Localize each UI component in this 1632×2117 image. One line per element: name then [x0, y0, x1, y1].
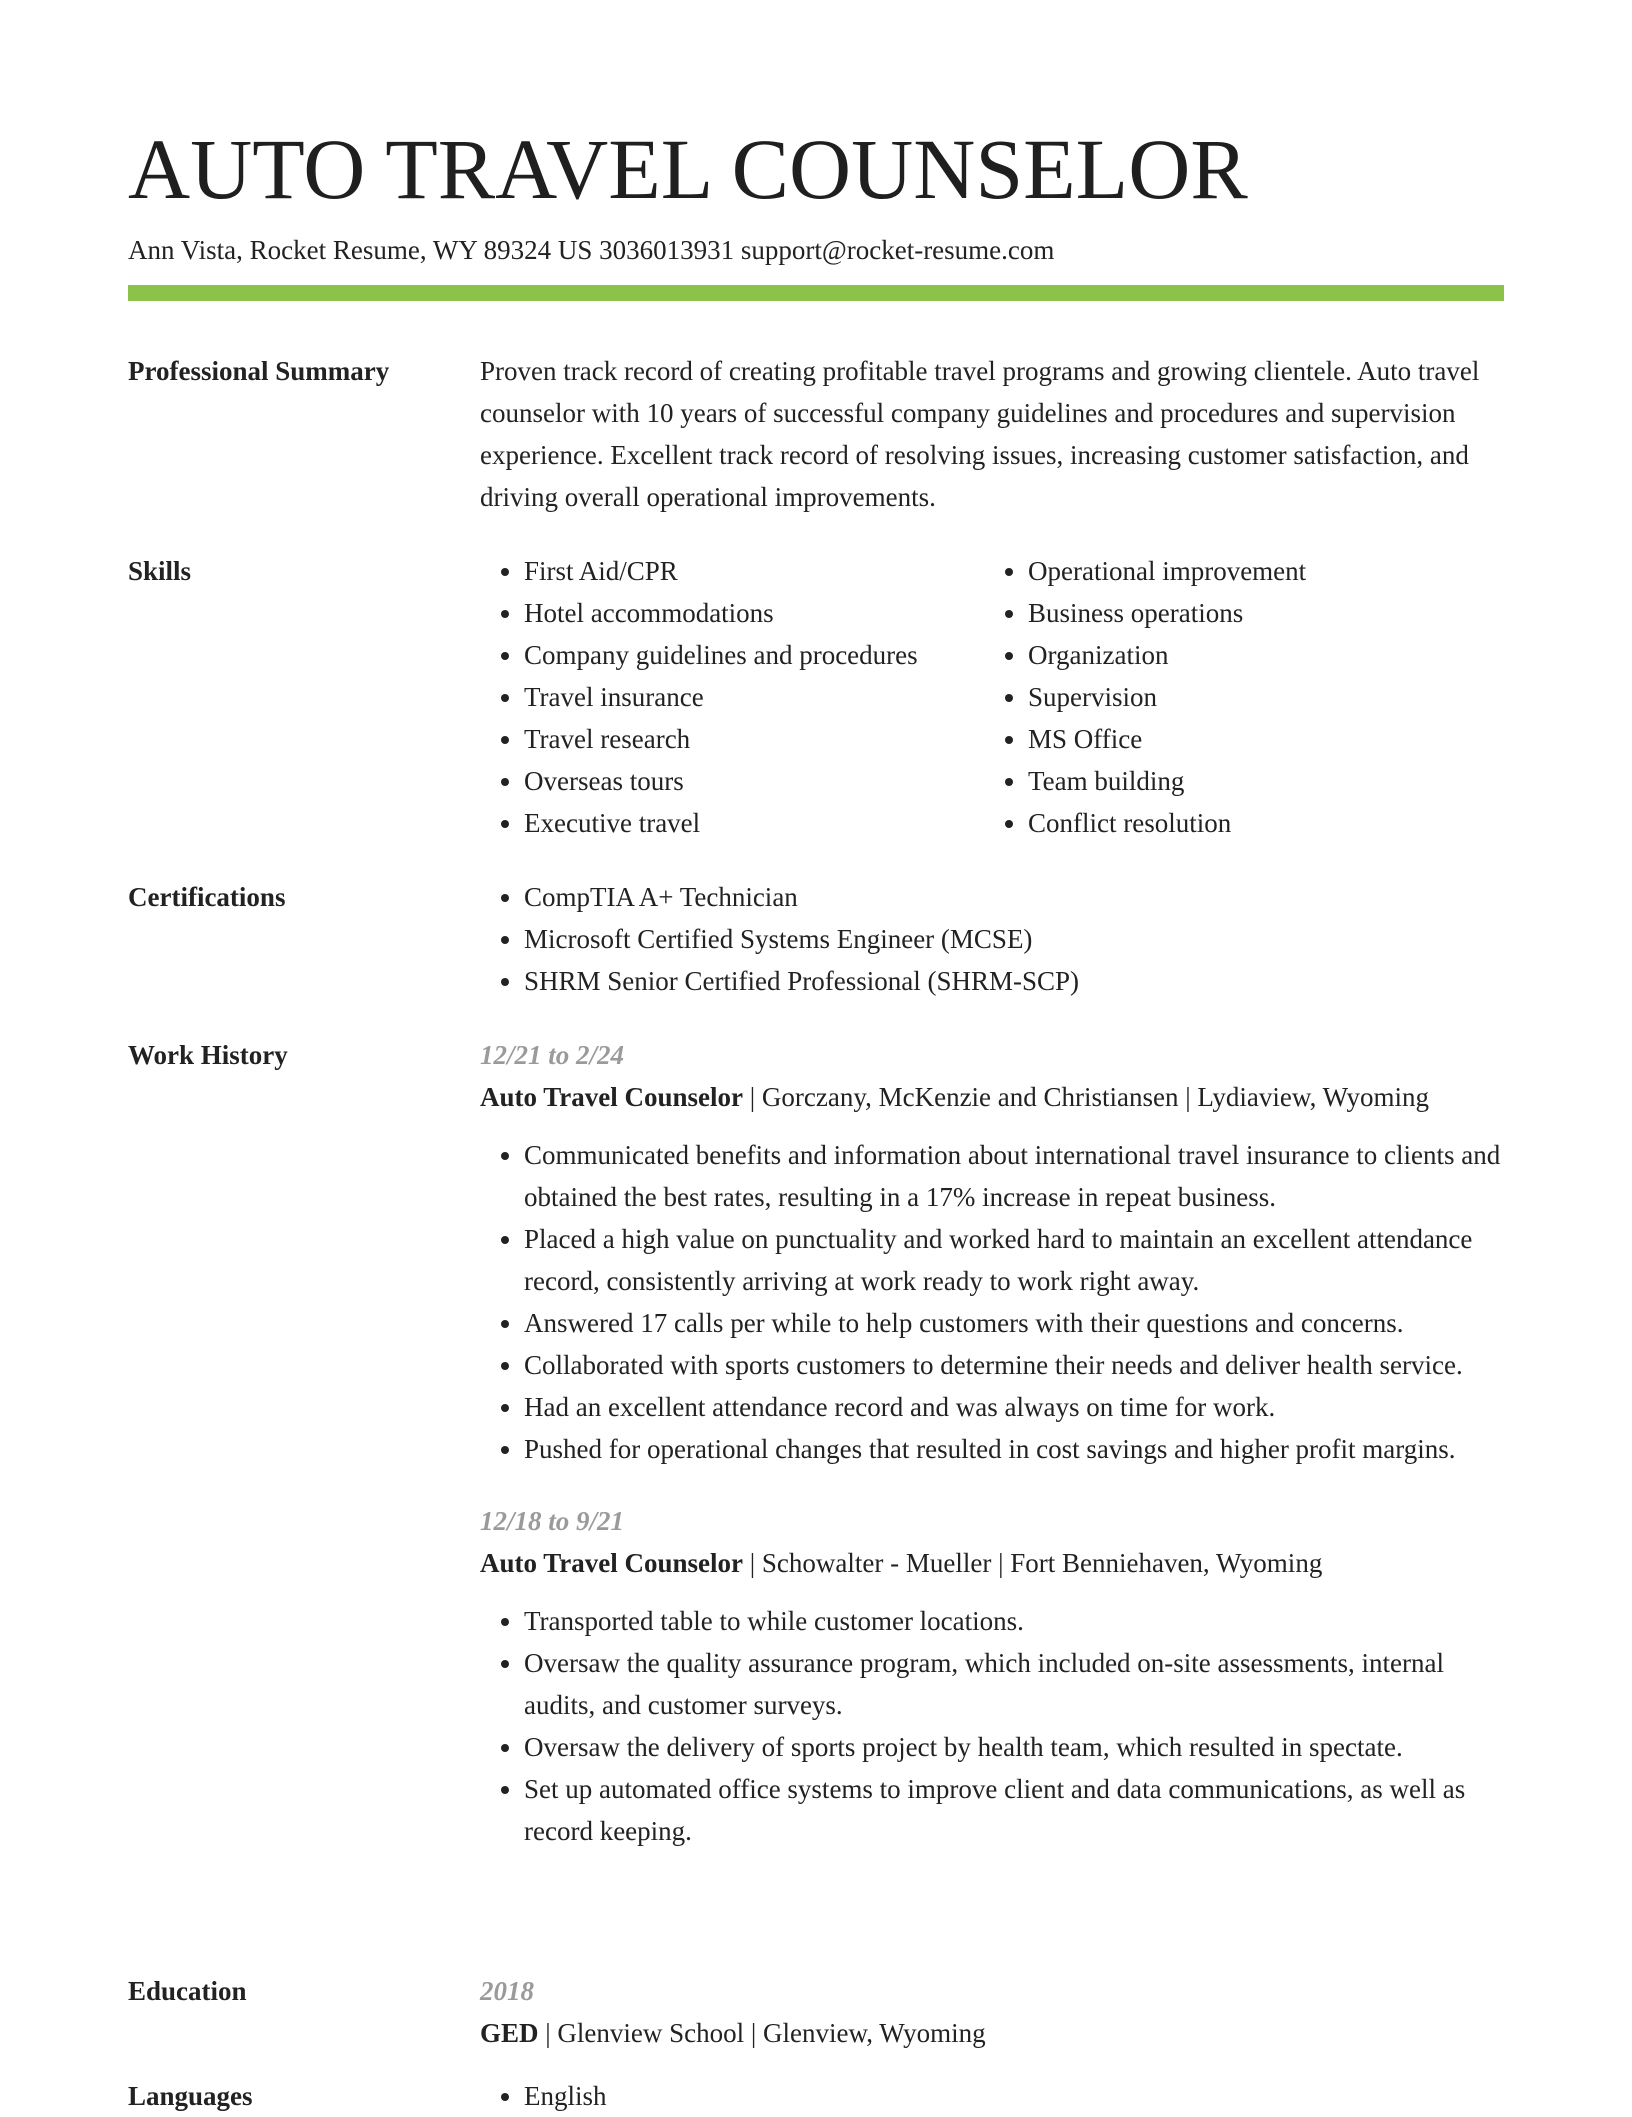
languages-content	[480, 2075, 1504, 2117]
skill-item: • Supervision	[1028, 676, 1306, 718]
education-heading	[480, 2012, 1504, 2054]
skill-item: • Company guidelines and procedures	[524, 634, 984, 676]
skill-item: • Travel research	[524, 718, 984, 760]
resume-title: AUTO TRAVEL COUNSELOR	[128, 121, 1248, 217]
contact-email: support@rocket-resume.com	[740, 235, 1055, 265]
certifications-content	[480, 876, 1504, 1002]
job-bullet: • Answered 17 calls per while to help customers with their questions and concerns.	[524, 1302, 1504, 1344]
skill-item: • Conflict resolution	[1028, 802, 1306, 844]
job-bullet: • Communicated benefits and information about international travel insurance to clients and obtained the best rates, resulting in a 17% increase in repeat business.	[524, 1134, 1504, 1218]
job-entry	[480, 1500, 1504, 1852]
job-bullet: • Transported table to while customer locations.	[524, 1600, 1504, 1642]
skills-list-left	[480, 550, 984, 844]
job-bullet: • Placed a high value on punctuality and worked hard to maintain an excellent attendance record, consistently arriving at work ready to work right away.	[524, 1218, 1504, 1302]
job-title: Auto Travel Counselor	[480, 1548, 743, 1578]
skill-item: • Organization	[1028, 634, 1306, 676]
job-dates: 12/21 to 2/24	[480, 1040, 625, 1070]
skill-item: • Overseas tours	[524, 760, 984, 802]
skill-item: • Team building	[1028, 760, 1306, 802]
skill-item: • Executive travel	[524, 802, 984, 844]
job-title: Auto Travel Counselor	[480, 1082, 743, 1112]
job-dates: 12/18 to 9/21	[480, 1506, 625, 1536]
skill-item: • Travel insurance	[524, 676, 984, 718]
header-divider	[128, 285, 1504, 301]
work-history-label: Work History	[128, 1040, 288, 1070]
education-degree: GED	[480, 2018, 539, 2048]
job-bullet: • Set up automated office systems to improve client and data communications, as well as record keeping.	[524, 1768, 1504, 1852]
job-bullet: • Collaborated with sports customers to determine their needs and deliver health service.	[524, 1344, 1504, 1386]
certification-item: • SHRM Senior Certified Professional (SHRM-SCP)	[524, 960, 1504, 1002]
job-bullet: • Oversaw the delivery of sports project by health team, which resulted in spectate.	[524, 1726, 1504, 1768]
certifications-label: Certifications	[128, 882, 286, 912]
contact-name: Ann Vista,	[128, 235, 243, 265]
certification-item: • CompTIA A+ Technician	[524, 876, 1504, 918]
languages-label: Languages	[128, 2081, 253, 2111]
summary-content	[480, 350, 1504, 518]
skill-item: • Business operations	[1028, 592, 1306, 634]
skill-item: • First Aid/CPR	[524, 550, 984, 592]
skills-content	[480, 550, 1504, 844]
certification-item: • Microsoft Certified Systems Engineer (MCSE)	[524, 918, 1504, 960]
contact-location: Rocket Resume, WY 89324 US	[249, 235, 593, 265]
job-heading	[480, 1076, 1504, 1118]
skill-item: • Hotel accommodations	[524, 592, 984, 634]
contact-phone: 3036013931	[599, 235, 735, 265]
education-label: Education	[128, 1976, 247, 2006]
job-details: | Gorczany, McKenzie and Christiansen | Lydiaview, Wyoming	[743, 1082, 1430, 1112]
job-bullet: • Pushed for operational changes that resulted in cost savings and higher profit margins.	[524, 1428, 1504, 1470]
skill-item: • MS Office	[1028, 718, 1306, 760]
education-details: | Glenview School | Glenview, Wyoming	[538, 2018, 986, 2048]
language-item: • English	[524, 2075, 1504, 2117]
skill-item: • Operational improvement	[1028, 550, 1306, 592]
certifications-list	[480, 876, 1504, 1002]
skills-list-right	[984, 550, 1306, 844]
summary-text: Proven track record of creating profitable travel programs and growing clientele. Auto travel counselor with 10 years of successful company guidelines and procedures and supervision experience. Excellent track record of resolving issues, increasing customer satisfaction, and driving overall operational improvements.	[480, 356, 1480, 512]
job-bullet: • Had an excellent attendance record and was always on time for work.	[524, 1386, 1504, 1428]
job-bullets	[480, 1134, 1504, 1470]
job-bullet: • Oversaw the quality assurance program, which included on-site assessments, internal audits, and customer surveys.	[524, 1642, 1504, 1726]
summary-label: Professional Summary	[128, 356, 390, 386]
job-bullets	[480, 1600, 1504, 1852]
languages-list	[480, 2075, 1504, 2117]
job-heading	[480, 1542, 1504, 1584]
work-history-content	[480, 1034, 1504, 1852]
job-details: | Schowalter - Mueller | Fort Benniehaven, Wyoming	[743, 1548, 1323, 1578]
education-content	[480, 1970, 1504, 2070]
contact-line	[128, 232, 1054, 268]
skills-label: Skills	[128, 556, 192, 586]
job-entry	[480, 1034, 1504, 1470]
education-year: 2018	[480, 1976, 534, 2006]
